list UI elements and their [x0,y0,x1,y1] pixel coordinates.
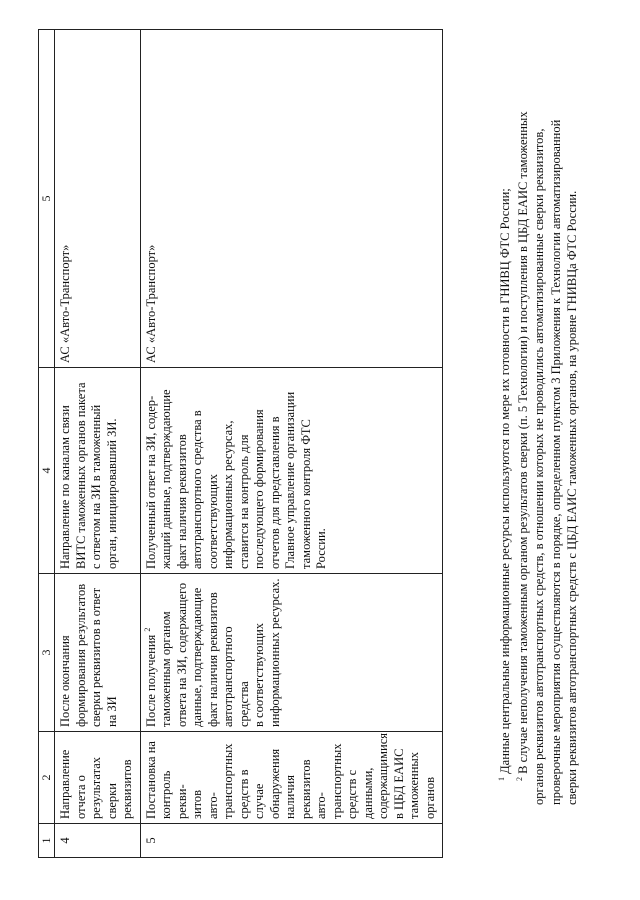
table-row [140,30,443,858]
footnote-reference: 2 [142,627,152,632]
footnote-marker: 2 [514,777,524,781]
column-number: 5 [39,30,55,368]
column-number: 1 [39,824,55,858]
footnotes [497,15,582,805]
column-number: 3 [39,574,55,732]
column-number-row [39,30,55,858]
action-cell: Постановка на контроль рекви- зитов авто- транспортных средств в случае обнаружения наличия реквизитов авто- транспортных средств с данными, содержащимися в ЦБД ЕАИС таможенных органов [140,732,443,824]
content-cell: Направление по каналам связи ВИТС таможенных органов пакета с ответом на ЗИ в таможенный орган, инициировавший ЗИ. [55,368,141,574]
timing-cell: После окончания формирования результатов сверки реквизитов в ответ на ЗИ [55,574,141,732]
footnote-text-continuation: органов реквизитов автотранспортных средств, в отношении которых не проводились автоматизированные сверки реквизитов, проверочные мероприятия осуществляются в порядке, определенном пунктом 3 Приложения к Технологии автоматизированной сверки реквизитов автотранспортных средств с ЦБД ЕАИС таможенных органов, на уровне ГНИВЦа ФТС России. [532,119,579,805]
footnote-text: В случае неполучения таможенным органом результатов сверки (п. 5 Технологии) и поступления в ЦБД ЕАИС таможенных [515,111,530,777]
system-cell: АС «Авто-Транспорт» [55,30,141,368]
procedure-table [38,29,443,858]
footnote-text: Данные центральные информационные ресурсы используются по мере их готовности в ГНИВЦ ФТС России; [498,188,512,777]
table-row [55,30,141,858]
footnote [515,15,581,805]
timing-text-rest: таможенным органом ответа на ЗИ, содержащего данные, подтверждающие факт наличия реквизитов автотранспортного средства в соответствующих информационных ресурсах. [159,578,282,727]
row-number-cell: 5 [140,824,443,858]
action-cell: Направление отчета о результатах сверки реквизитов [55,732,141,824]
row-number-cell: 4 [55,824,141,858]
content-cell: Полученный ответ на ЗИ, содер- жащий данные, подтверждающие факт наличия реквизитов автотранспортного средства в соответствующих информационных ресурсах, ставится на контроль для последующего формирования отчетов для представления в Главное управление организации таможенного контроля ФТС России. [140,368,443,574]
column-number: 2 [39,732,55,824]
footnote-marker: 1 [496,777,506,781]
column-number: 4 [39,368,55,574]
system-cell: АС «Авто-Транспорт» [140,30,443,368]
timing-text-start: После получения [143,631,158,727]
timing-cell [140,574,443,732]
footnote [497,15,514,805]
